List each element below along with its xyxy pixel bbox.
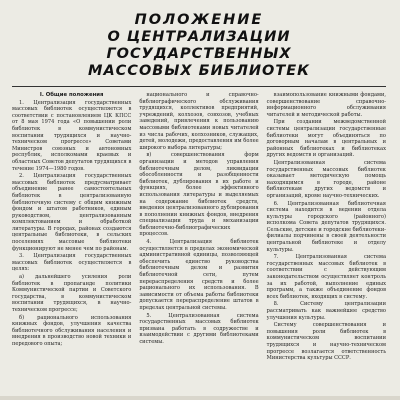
title-divider [12, 86, 386, 87]
paragraph: 3. Централизация государственных массовых библиотек осуществляется в целях: [12, 253, 132, 273]
paragraph: 8. Систему централизации рассматривать как важнейшее средство улучшения культуры. [266, 301, 386, 321]
section-heading: I. Общие положения [39, 92, 104, 98]
document-title-line-1: ПОЛОЖЕНИЕ [134, 12, 264, 28]
column-1 [12, 92, 131, 363]
paragraph: 4. Централизация библиотек осуществляется в пределах экономической административной единицы, позволяющей обеспечить единство руководства библиотечным делом и развития библиотечной сети, путем перераспределения средств и более рационального их использования. В зависимости от объема работы библиотеки допускается перераспределение штатов в пределах центральной системы. [139, 239, 259, 311]
paragraph: Централизованная система государственных массовых библиотек оказывает методическую помощь находящимся в городе, районе библиотекам других ведомств и организаций, кроме научно-технических. [266, 159, 386, 199]
paragraph: 1. Централизация государственных массовых библиотек осуществляется в соответствии с постановлением ЦК КПСС от 8 мая 1974 года «О повышении роли библиотек в коммунистическом воспитании трудящихся и научно-техническом прогрессе» Советами Министров союзных и автономных республик, исполкомами краевых и областных Советов депутатов трудящихся в течение 1974—1980 годов. [12, 99, 132, 172]
page-bottom-edge [0, 396, 400, 400]
paragraph: в) совершенствования форм организации и методов управления библиотечным делом, ликвидации обособленности и разобщенности библиотек, дублирования в их работе и функциях, более эффективного использования литературы и выделяемых на содержание библиотек средств, введения централизованного дублирования в пополнении книжных фондов, внедрения специализации труда и механизации библиотечно-библиографических процессов. [139, 152, 259, 238]
paragraph: б) рационального использования книжных фондов, улучшения качества библиотечного обслуживания населения и внедрения в производство новой техники и передового опыта; [12, 314, 132, 347]
paragraph: При создании межведомственной системы централизации государственные библиотеки могут объединяться по договорным началам в центральных и районных библиотеках и библиотеках других ведомств и организаций. [266, 119, 386, 159]
column-3 [267, 92, 386, 363]
paragraph: 6. Централизованная библиотечная система находится в ведении отдела культуры городского (районного) исполкома Совета депутатов трудящихся. Сельские, детские и городские библиотеки-филиалы подчинены в своей деятельности центральной библиотеке и отделу культуры. [266, 200, 386, 253]
document-title-line-3: МАССОВЫХ БИБЛИОТЕК [88, 63, 310, 79]
paragraph: 5. Централизованная система государственных массовых библиотек призвана работать в содружестве и взаимодействии с другими библиотеками системы. [139, 312, 259, 345]
paragraph: национального и справочно-библиографического обслуживания трудящихся, коллективов предприятий, учреждений, колхозов, совхозов, учебных заведений, привлечения к пользованию массовыми библиотеками новых читателей из числа рабочих, колхозников, служащих, детей, молодежи, предоставления им более широкого выбора литературы; [139, 92, 259, 151]
column-2 [139, 92, 258, 363]
text-columns [12, 92, 386, 363]
paragraph: Систему совершенствования и повышения роли библиотек в коммунистическом воспитании трудящихся и научно-техническом прогрессе возлагается ответственность Министерства культуры СССР. [266, 322, 386, 362]
paragraph: 2. Централизация государственных массовых библиотек предусматривает объединение ранее самостоятельных библиотек в централизованную библиотечную систему с общим книжным фондом и штатом работников, единым руководством, централизованным комплектованием и обработкой литературы. В городах, районах создаются центральные библиотеки, в сельских поселениях массовые библиотеки функционируют не менее чем по районам. [12, 173, 132, 252]
paragraph: а) дальнейшего усиления роли библиотек в пропаганде политики Коммунистической партии и Советского государства, в коммунистическом воспитании трудящихся, в научно-техническом прогрессе; [12, 274, 132, 313]
document-title-line-2: О ЦЕНТРАЛИЗАЦИИ ГОСУДАРСТВЕННЫХ [106, 29, 292, 62]
paragraph: взаимопользование книжными фондами, совершенствование справочно-информационного обслуживания читателей и методической работы. [266, 92, 386, 118]
paragraph: 7. Централизованная система государственных массовых библиотек в соответствии с действующим законодательством осуществляет контроль за их работой, выполнение единых программ, а также объединение фондов всех библиотек, входящих в систему. [266, 254, 386, 300]
